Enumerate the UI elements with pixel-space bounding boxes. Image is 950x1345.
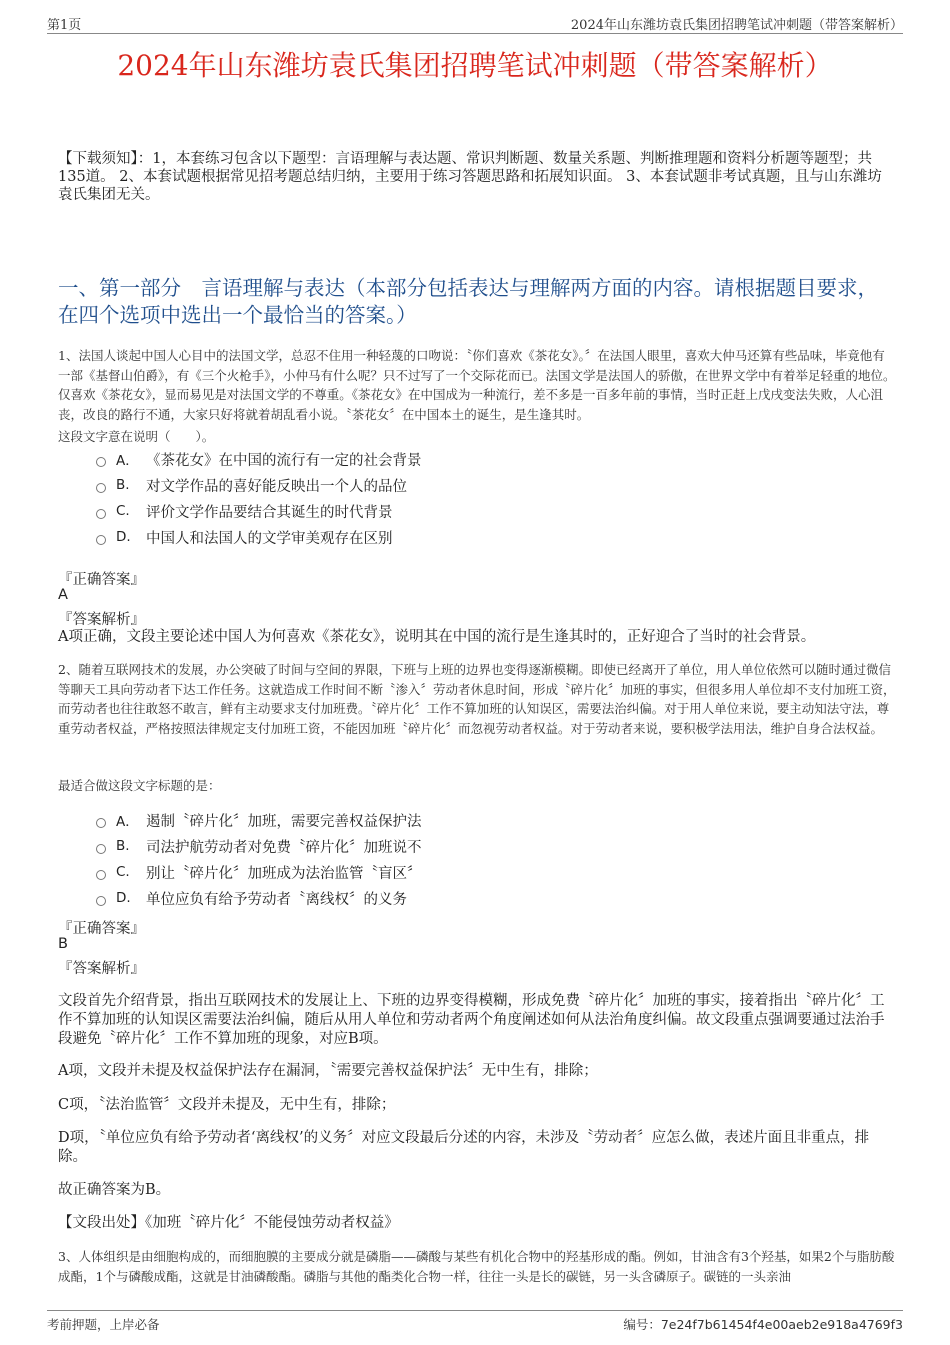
- question-2-option-a[interactable]: A． 遏制〝碎片化〞加班，需要完善权益保护法: [96, 807, 896, 833]
- question-3-stem: 3、人体组织是由细胞构成的，而细胞膜的主要成分就是磷脂——磷酸与某些有机化合物中的羟基形成的酯。例如，甘油含有3个羟基，如果2个与脂肪酸成酯，1个与磷酸成酯，这就是甘油磷酸酯。磷脂与其他的酯类化合物一样，往往一头是长的碳链，另一头含磷原子。碳链的一头亲油: [58, 1249, 895, 1284]
- question-2-options: [96, 807, 896, 911]
- footer-divider: [47, 1310, 903, 1311]
- question-1-option-c[interactable]: C. 评价文学作品要结合其诞生的时代背景: [96, 498, 896, 524]
- section-heading: 一、第一部分 言语理解与表达（本部分包括表达与理解两方面的内容。请根据题目要求，在四个选项中选出一个最恰当的答案。）: [58, 276, 878, 327]
- radio-icon[interactable]: [96, 844, 106, 854]
- question-1-analysis: A项正确，文段主要论述中国人为何喜欢《茶花女》，说明其在中国的流行是生逢其时的，正好迎合了当时的社会背景。: [58, 629, 816, 645]
- question-2-option-d[interactable]: D. 单位应负有给予劳动者〝离线权〞的义务: [96, 885, 896, 911]
- question-2-correct-answer-label: 『正确答案』: [58, 921, 145, 937]
- question-1-analysis-label: 『答案解析』: [58, 612, 145, 628]
- question-2-option-c[interactable]: C. 别让〝碎片化〞加班成为法治监管〝盲区〞: [96, 859, 896, 885]
- header-doc-title: 2024年山东潍坊袁氏集团招聘笔试冲刺题（带答案解析）: [570, 18, 903, 33]
- question-1-stem: 1、法国人谈起中国人心目中的法国文学，总忍不住用一种轻蔑的口吻说：〝你们喜欢《茶花女》。〞在法国人眼里，喜欢大仲马还算有些品味，毕竟他有一部《基督山伯爵》，有《三个火枪手》，小仲马有什么呢？只不过写了一个交际花而已。法国文学是法国人的骄傲，在世界文学中有着举足轻重的地位。仅喜欢《茶花女》，显而易见是对法国文学的不尊重。《茶花女》在中国成为一种流行，差不多是一百多年前的事情，当时正赶上戊戌变法失败，人心沮丧，改良的路行不通，大家只好将就着胡乱看小说。〝茶花女〞在中国本土的诞生，是生逢其时。: [58, 348, 896, 422]
- question-2-answer: B: [58, 936, 68, 952]
- question-2-stem: 2、随着互联网技术的发展，办公突破了时间与空间的界限，下班与上班的边界也变得逐渐模糊。即使已经离开了单位，用人单位依然可以随时通过微信等聊天工具向劳动者下达工作任务。这就造成工作时间不断〝渗入〞劳动者休息时间，形成〝碎片化〞加班的事实，但很多用人单位却不支付加班工资，而劳动者也往往敢怒不敢言，鲜有主动要求支付加班费。〝碎片化〞工作不算加班的认知误区，需要法治纠偏。对于用人单位来说，要主动知法守法，尊重劳动者权益，严格按照法律规定支付加班工资，不能因加班〝碎片化〞而忽视劳动者权益。对于劳动者来说，要积极学法用法，维护自身合法权益。: [58, 662, 896, 736]
- question-2-prompt: 最适合做这段文字标题的是：: [58, 778, 221, 793]
- radio-icon[interactable]: [96, 457, 106, 467]
- download-notice: 【下载须知】：1，本套练习包含以下题型：言语理解与表达题、常识判断题、数量关系题、判断推理题和资料分析题等题型；共135道。 2、本套试题根据常见招考题总结归纳，主要用于练习答题思路和拓展知识面。 3、本套试题非考试真题，且与山东潍坊袁氏集团无关。: [58, 151, 882, 203]
- radio-icon[interactable]: [96, 535, 106, 545]
- question-1-correct-answer-label: 『正确答案』: [58, 572, 145, 588]
- question-2-analysis-conclusion: 故正确答案为B。: [58, 1182, 171, 1198]
- question-2-option-b[interactable]: B. 司法护航劳动者对免费〝碎片化〞加班说不: [96, 833, 896, 859]
- question-2-analysis-summary: 文段首先介绍背景，指出互联网技术的发展让上、下班的边界变得模糊，形成免费〝碎片化〞加班的事实，接着指出〝碎片化〞工作不算加班的认知误区需要法治纠偏，随后从用人单位和劳动者两个角度阐述如何从法治角度纠偏。故文段重点强调要通过法治手段避免〝碎片化〞工作不算加班的现象，对应B项。: [58, 993, 885, 1047]
- question-2-source: 【文段出处】《加班〝碎片化〞不能侵蚀劳动者权益》: [58, 1215, 399, 1231]
- footer-code: 编号：7e24f7b61454f4e00aeb2e918a4769f3: [623, 1317, 903, 1332]
- question-1-option-a[interactable]: A． 《茶花女》在中国的流行有一定的社会背景: [96, 446, 896, 472]
- question-2-analysis-label: 『答案解析』: [58, 961, 145, 977]
- radio-icon[interactable]: [96, 509, 106, 519]
- question-1-answer: A: [58, 587, 68, 603]
- footer-motto: 考前押题，上岸必备: [47, 1317, 160, 1332]
- page-number: 第1页: [47, 18, 82, 33]
- header-divider: [47, 33, 903, 34]
- page-title: 2024年山东潍坊袁氏集团招聘笔试冲刺题（带答案解析）: [117, 49, 833, 82]
- question-2-analysis-a: A项，文段并未提及权益保护法存在漏洞，〝需要完善权益保护法〞无中生有，排除；: [58, 1063, 598, 1079]
- question-1-prompt: 这段文字意在说明（ ）。: [58, 429, 215, 444]
- question-1-options: [96, 446, 896, 550]
- radio-icon[interactable]: [96, 818, 106, 828]
- radio-icon[interactable]: [96, 870, 106, 880]
- question-1-option-b[interactable]: B. 对文学作品的喜好能反映出一个人的品位: [96, 472, 896, 498]
- question-1-option-d[interactable]: D. 中国人和法国人的文学审美观存在区别: [96, 524, 896, 550]
- question-2-analysis-d: D项，〝单位应负有给予劳动者‘离线权’的义务〞对应文段最后分述的内容，未涉及〝劳动者〞应怎么做，表述片面且非重点，排除。: [58, 1130, 870, 1165]
- question-2-analysis-c: C项，〝法治监管〞文段并未提及，无中生有，排除；: [58, 1097, 396, 1113]
- radio-icon[interactable]: [96, 483, 106, 493]
- radio-icon[interactable]: [96, 896, 106, 906]
